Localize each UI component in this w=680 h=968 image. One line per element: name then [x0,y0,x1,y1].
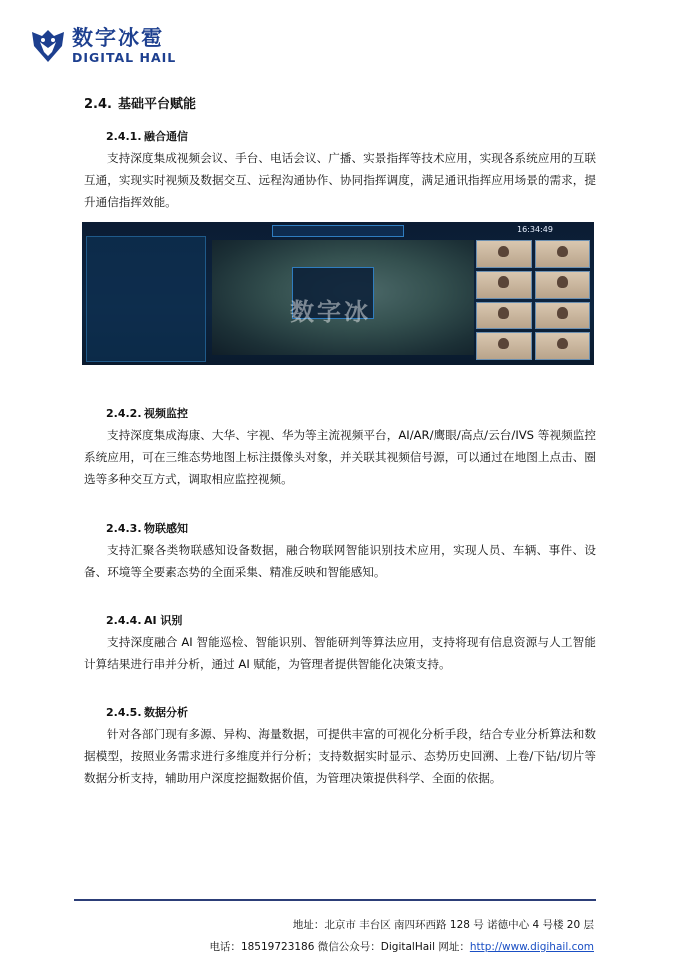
subsection-number: 2.4.5. [106,706,142,719]
wechat-account: DigitalHail [380,941,435,953]
subsection-body: 支持深度集成海康、大华、宇视、华为等主流视频平台，AI/AR/鹰眼/高点/云台/IVS 等视频监控系统应用，可在三维态势地图上标注摄像头对象，并关联其视频信号源，可以通过在地图上点击、圈选等多种交互方式，调取相应监控视频。 [84,428,596,486]
video-tile [535,240,591,268]
video-conference-grid [476,240,590,360]
hail-shield-icon [28,26,68,66]
footer-contact [209,939,594,954]
section-number: 2.4. [84,97,112,112]
screenshot-title-bar [272,225,404,237]
screenshot-left-panel [86,236,206,362]
subsection-number: 2.4.3. [106,522,142,535]
video-tile [476,240,532,268]
brand-name-cn: 数字冰雹 [72,26,164,50]
subsection-title: 数据分析 [144,706,188,719]
subsection-body: 支持汇聚各类物联感知设备数据，融合物联网智能识别技术应用，实现人员、车辆、事件、设备、环境等全要素态势的全面采集、精准反映和智能感知。 [84,543,596,579]
subsection-heading [106,520,188,536]
subsection-title: 融合通信 [144,130,188,143]
website-link[interactable]: http://www.digihail.com [469,941,594,953]
screenshot-watermark: 数字冰 [290,298,371,326]
subsection-number: 2.4.4. [106,614,142,627]
subsection-heading [106,704,188,720]
subsection-heading [106,405,188,421]
subsection-number: 2.4.1. [106,130,142,143]
footer-address: 地址：北京市 丰台区 南四环西路 128 号 诺德中心 4 号楼 20 层 [292,919,594,931]
subsection-body: 支持深度融合 AI 智能巡检、智能识别、智能研判等算法应用，支持将现有信息资源与人工智能计算结果进行串并分析，通过 AI 赋能，为管理者提供智能化决策支持。 [84,635,596,671]
video-tile [535,332,591,360]
video-tile [535,302,591,330]
subsection-title: 视频监控 [144,407,188,420]
subsection-number: 2.4.2. [106,407,142,420]
brand-name-en: DIGITAL HAIL [72,50,177,65]
video-tile [476,332,532,360]
brand-logo [28,24,198,72]
website-label: 网址： [438,941,470,953]
subsection-title: AI 识别 [144,614,183,627]
subsection-heading [106,612,182,628]
section-heading [84,93,196,112]
video-tile [476,302,532,330]
subsection-title: 物联感知 [144,522,188,535]
platform-screenshot [82,222,594,365]
phone-number: 18519723186 [240,941,315,953]
phone-label: 电话： [209,941,241,953]
video-tile [476,271,532,299]
subsection-heading [106,128,188,144]
screenshot-clock: 16:34:49 [517,225,553,234]
section-title: 基础平台赋能 [118,97,197,112]
footer-divider [74,899,596,901]
subsection-body: 支持深度集成视频会议、手台、电话会议、广播、实景指挥等技术应用，实现各系统应用的互联互通，实现实时视频及数据交互、远程沟通协作、协同指挥调度，满足通讯指挥应用场景的需求，提升通信指挥效能。 [84,151,596,209]
subsection-body: 针对各部门现有多源、异构、海量数据，可提供丰富的可视化分析手段，结合专业分析算法和数据模型，按照业务需求进行多维度并行分析；支持数据实时显示、态势历史回溯、上卷/下钻/切片等数据分析支持，辅助用户深度挖掘数据价值，为管理决策提供科学、全面的依据。 [84,727,596,785]
video-tile [535,271,591,299]
wechat-label: 微信公众号： [317,941,381,953]
